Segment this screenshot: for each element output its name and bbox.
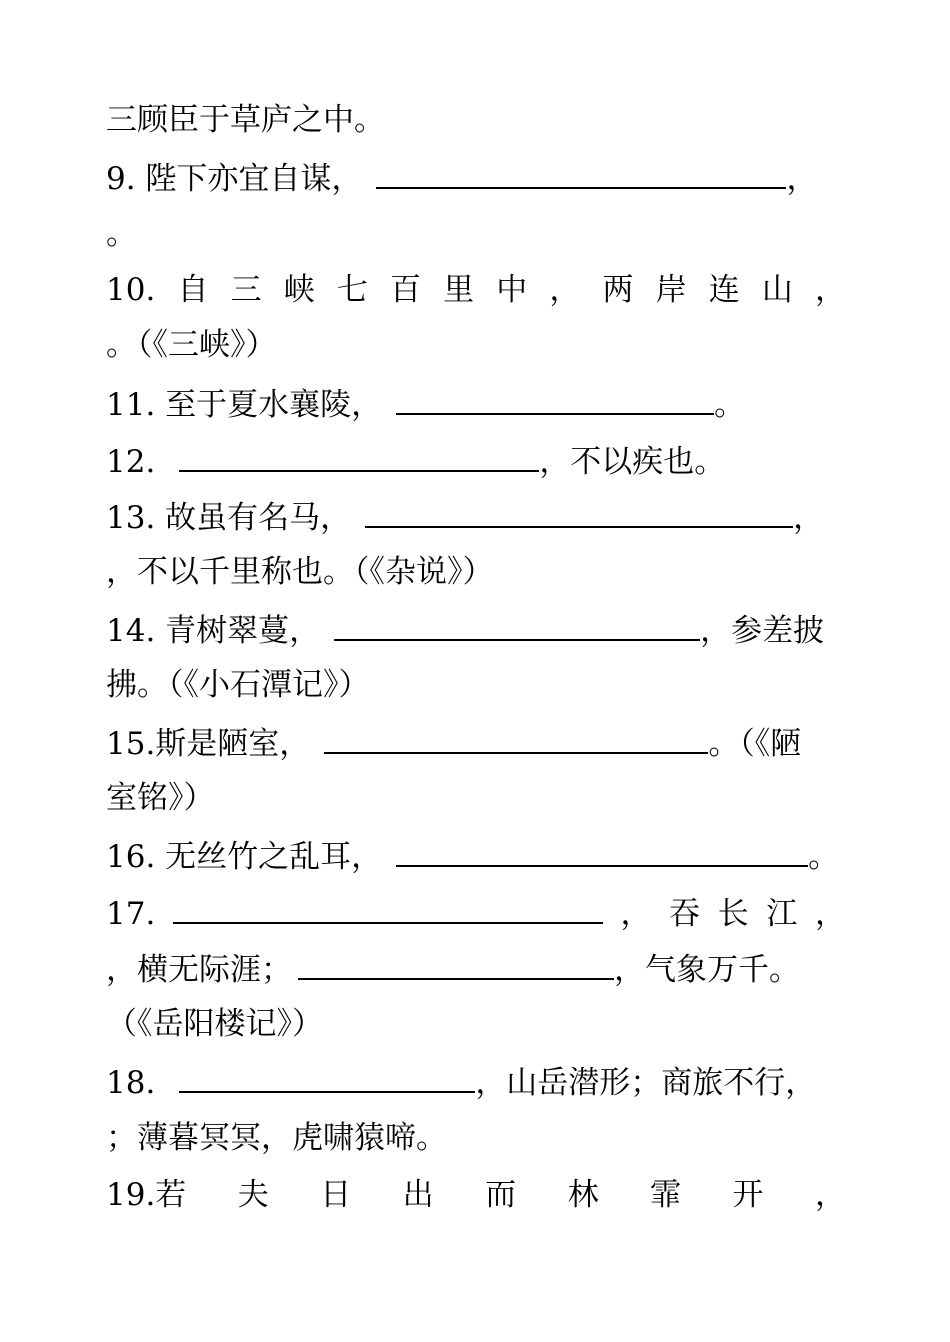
char: 开 <box>732 1177 764 1213</box>
char: 山 <box>761 272 793 308</box>
question-15-text: 15.斯是陋室， <box>106 726 311 762</box>
char: ， <box>549 272 581 308</box>
line-9-cont <box>106 214 846 254</box>
question-number: 17. <box>106 896 156 932</box>
text: ；薄暮冥冥，虎啸猿啼。 <box>106 1120 447 1156</box>
answer-blank[interactable] <box>173 892 603 924</box>
line-16 <box>106 835 846 875</box>
answer-blank[interactable] <box>396 383 714 415</box>
question-16-text: 16. 无丝竹之乱耳， <box>106 839 383 875</box>
question-number: 18. <box>106 1065 156 1101</box>
text: ，参差披 <box>700 613 825 649</box>
question-number: 12. <box>106 444 156 480</box>
char: 三 <box>230 272 262 308</box>
line-15-cont <box>106 778 846 818</box>
source: （《岳阳楼记》） <box>106 1006 323 1042</box>
line-1 <box>106 100 846 140</box>
source: 。（《三峡》） <box>106 327 277 363</box>
line-17-source <box>106 1004 846 1044</box>
line-17 <box>106 892 846 932</box>
char: 江 <box>766 896 798 932</box>
question-9-text: 9. 陛下亦宜自谋， <box>106 161 363 197</box>
answer-blank[interactable] <box>179 440 539 472</box>
line-14 <box>106 609 846 649</box>
line-14-cont <box>106 665 846 705</box>
answer-blank[interactable] <box>376 157 786 189</box>
answer-blank[interactable] <box>396 835 808 867</box>
char: 百 <box>389 272 421 308</box>
line-18 <box>106 1061 846 1101</box>
line-17-cont <box>106 948 846 988</box>
char: 连 <box>708 272 740 308</box>
char: 岸 <box>655 272 687 308</box>
text: ，不以千里称也。（《杂说》） <box>106 554 494 590</box>
char: 林 <box>567 1177 599 1213</box>
char: 夫 <box>237 1177 269 1213</box>
char: 出 <box>402 1177 434 1213</box>
line-13-cont <box>106 552 846 592</box>
char: 中 <box>496 272 528 308</box>
text: ，横无际涯； <box>106 952 292 988</box>
char: ， <box>814 1177 846 1213</box>
question-number: 10. <box>106 272 156 308</box>
line-9 <box>106 157 846 197</box>
char: 七 <box>336 272 368 308</box>
char: 吞 <box>669 896 701 932</box>
line-12 <box>106 440 846 480</box>
char: 峡 <box>283 272 315 308</box>
text: ，山岳潜形；商旅不行， <box>475 1065 817 1101</box>
question-14-text: 14. 青树翠蔓， <box>106 613 321 649</box>
text: 室铭》） <box>106 780 215 816</box>
char: 里 <box>443 272 475 308</box>
line-18-cont <box>106 1118 846 1158</box>
line-15 <box>106 722 846 762</box>
char: ， <box>814 896 846 932</box>
question-number: 19.若 <box>106 1177 187 1213</box>
char: 长 <box>717 896 749 932</box>
text: 。（《陋 <box>708 726 802 762</box>
question-13-text: 13. 故虽有名马， <box>106 500 352 536</box>
line-10 <box>106 270 846 310</box>
punct: 。 <box>808 839 840 875</box>
text: 拂。（《小石潭记》） <box>106 667 370 703</box>
line-11 <box>106 383 846 423</box>
line-13 <box>106 496 846 536</box>
char: ， <box>814 272 846 308</box>
punct: ， <box>786 161 818 197</box>
punct: ， <box>793 500 825 536</box>
answer-blank[interactable] <box>365 496 793 528</box>
char: 两 <box>602 272 634 308</box>
char: 而 <box>485 1177 517 1213</box>
line-10-cont <box>106 325 846 365</box>
line-19 <box>106 1175 846 1215</box>
text: ，不以疾也。 <box>539 444 726 480</box>
text: 三顾臣于草庐之中。 <box>106 102 385 138</box>
char: ， <box>620 896 652 932</box>
punct: 。 <box>714 387 746 423</box>
answer-blank[interactable] <box>324 722 708 754</box>
punct: 。 <box>106 216 137 252</box>
answer-blank[interactable] <box>179 1061 475 1093</box>
char: 自 <box>177 272 209 308</box>
char: 日 <box>320 1177 352 1213</box>
text: ，气象万千。 <box>614 952 800 988</box>
char: 霏 <box>650 1177 682 1213</box>
question-11-text: 11. 至于夏水襄陵， <box>106 387 383 423</box>
answer-blank[interactable] <box>334 609 700 641</box>
answer-blank[interactable] <box>298 948 614 980</box>
